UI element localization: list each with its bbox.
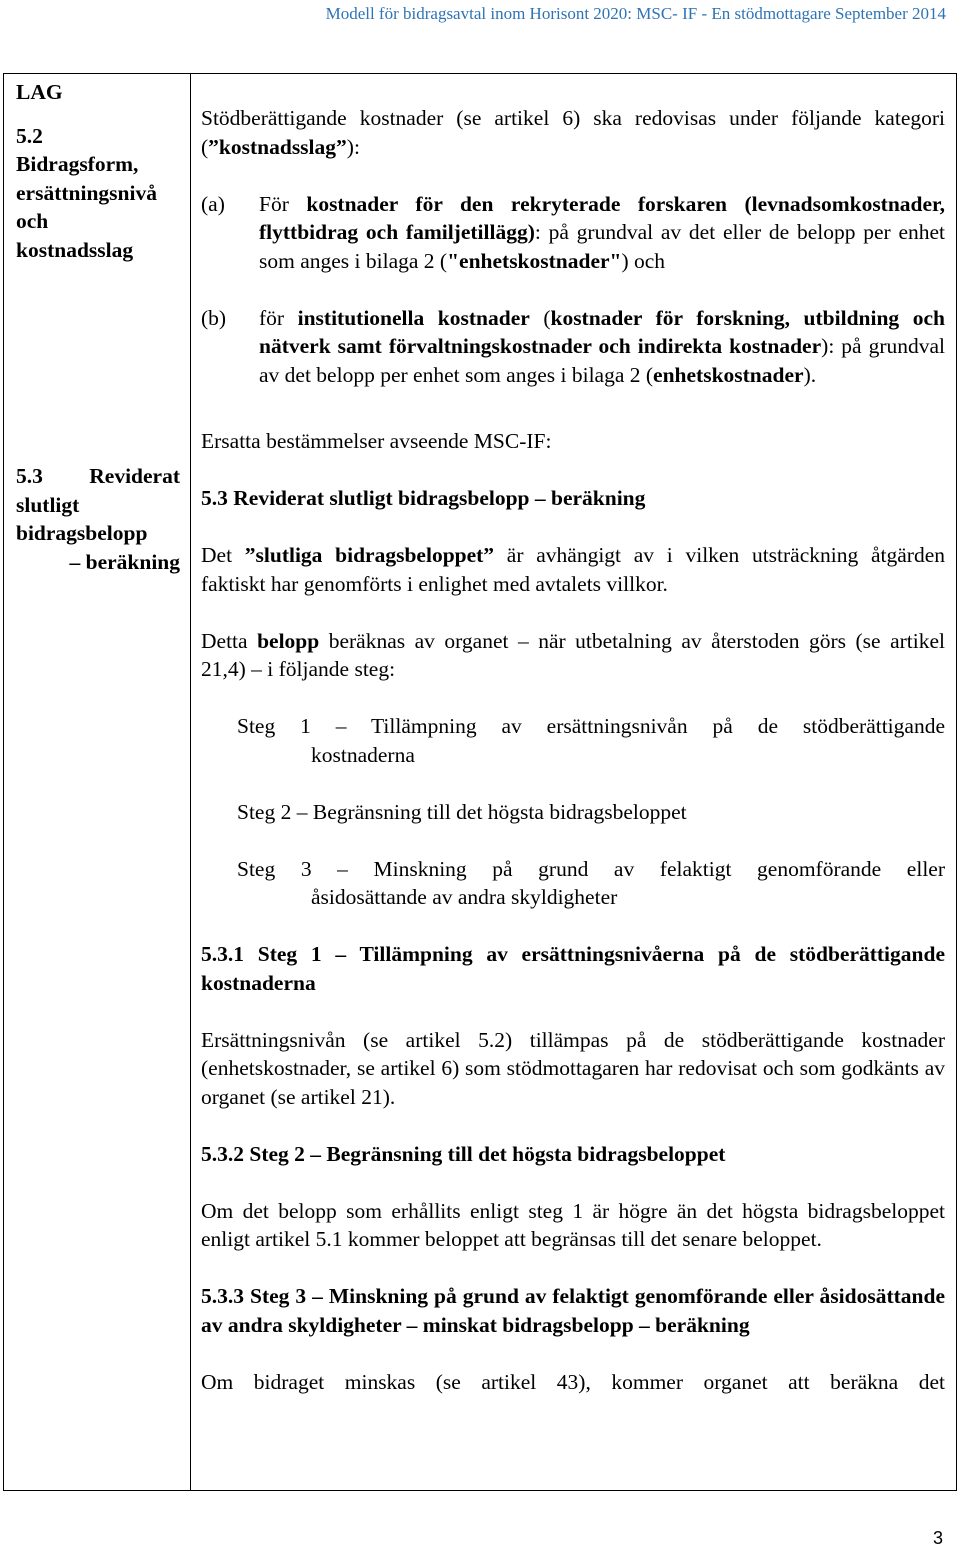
list-item-a: (a) För kostnader för den rekryterade forskaren (levnadsomkostnader, flyttbidrag och familjetillägg): på grundval av det eller de belopp per enhet som anges i bilaga 2 ("enhetskostnader") och [201, 191, 946, 273]
replaced-provisions-note: Ersatta bestämmelser avseende MSC-IF: [201, 429, 552, 453]
contract-table [3, 73, 957, 1491]
right-column [191, 74, 957, 1491]
intro-paragraph: Stödberättigande kostnader (se artikel 6) ska redovisas under följande kategori (”kostnadsslag”): [201, 106, 945, 159]
page-number: 3 [932, 1528, 943, 1548]
step-1: Steg 1 – Tillämpning av ersättningsnivån på de stödberättigande kostnaderna [237, 714, 945, 767]
paragraph-5-3-3: Om bidraget minskas (se artikel 43), kommer organet att beräkna det [201, 1369, 945, 1394]
section-5-2-title-line: Bidragsform, [16, 152, 139, 176]
paragraph-5-3-1: Ersättningsnivån (se artikel 5.2) tillämpas på de stödberättigande kostnader (enhetskostnader, se artikel 6) som stödmottagaren har redovisat och som godkänts av organet (se artikel 21). [201, 1027, 945, 1109]
section-5-3-title-line: – beräkning [69, 549, 180, 574]
paragraph-final-amount: Det ”slutliga bidragsbeloppet” är avhängigt av i vilken utsträckning åtgärden faktiskt har genomförts i enlighet med avtalets villkor. [201, 543, 945, 596]
heading-5-3: 5.3 Reviderat slutligt bidragsbelopp – beräkning [201, 486, 646, 510]
paragraph-5-3-2: Om det belopp som erhållits enligt steg 1 är högre än det högsta bidragsbeloppet enligt artikel 5.1 kommer beloppet att begränsas till det senare beloppet. [201, 1198, 945, 1251]
section-5-3-title-line: slutligt [16, 492, 80, 517]
list-item-b: (b) för institutionella kostnader (kostnader för forskning, utbildning och nätverk samt förvaltningskostnader och indirekta kostnader): på grundval av det belopp per enhet som anges i bilaga 2 (enhetskostnader). [201, 305, 945, 387]
paragraph-calculation: Detta belopp beräknas av organet – när utbetalning av återstoden görs (se artikel 21,4) – i följande steg: [201, 628, 945, 681]
step-3: Steg 3 – Minskning på grund av felaktigt genomförande eller åsidosättande av andra skyldigheter [237, 856, 945, 909]
running-header: Modell för bidragsavtal inom Horisont 2020: MSC- IF - En stödmottagare September 2014 [325, 4, 946, 23]
section-5-3-title-line: 5.3 Reviderat [16, 464, 180, 488]
section-5-2-title-line: ersättningsnivå [16, 180, 157, 205]
left-column [4, 74, 191, 1491]
section-5-3-title-line: bidragsbelopp [16, 521, 148, 545]
heading-5-3-2: 5.3.2 Steg 2 – Begränsning till det högsta bidragsbeloppet [201, 1141, 726, 1166]
section-5-2-title-line: och [16, 209, 49, 233]
section-5-2-number: 5.2 [16, 123, 43, 148]
step-2: Steg 2 – Begränsning till det högsta bidragsbeloppet [237, 799, 687, 824]
heading-5-3-1: 5.3.1 Steg 1 – Tillämpning av ersättningsnivåerna på de stödberättigande kostnaderna [201, 942, 945, 995]
section-5-2-title-line: kostnadsslag [16, 237, 134, 262]
section-lag-label: LAG [16, 80, 63, 104]
heading-5-3-3: 5.3.3 Steg 3 – Minskning på grund av felaktigt genomförande eller åsidosättande av andra skyldigheter – minskat bidragsbelopp – beräkning [201, 1284, 945, 1337]
